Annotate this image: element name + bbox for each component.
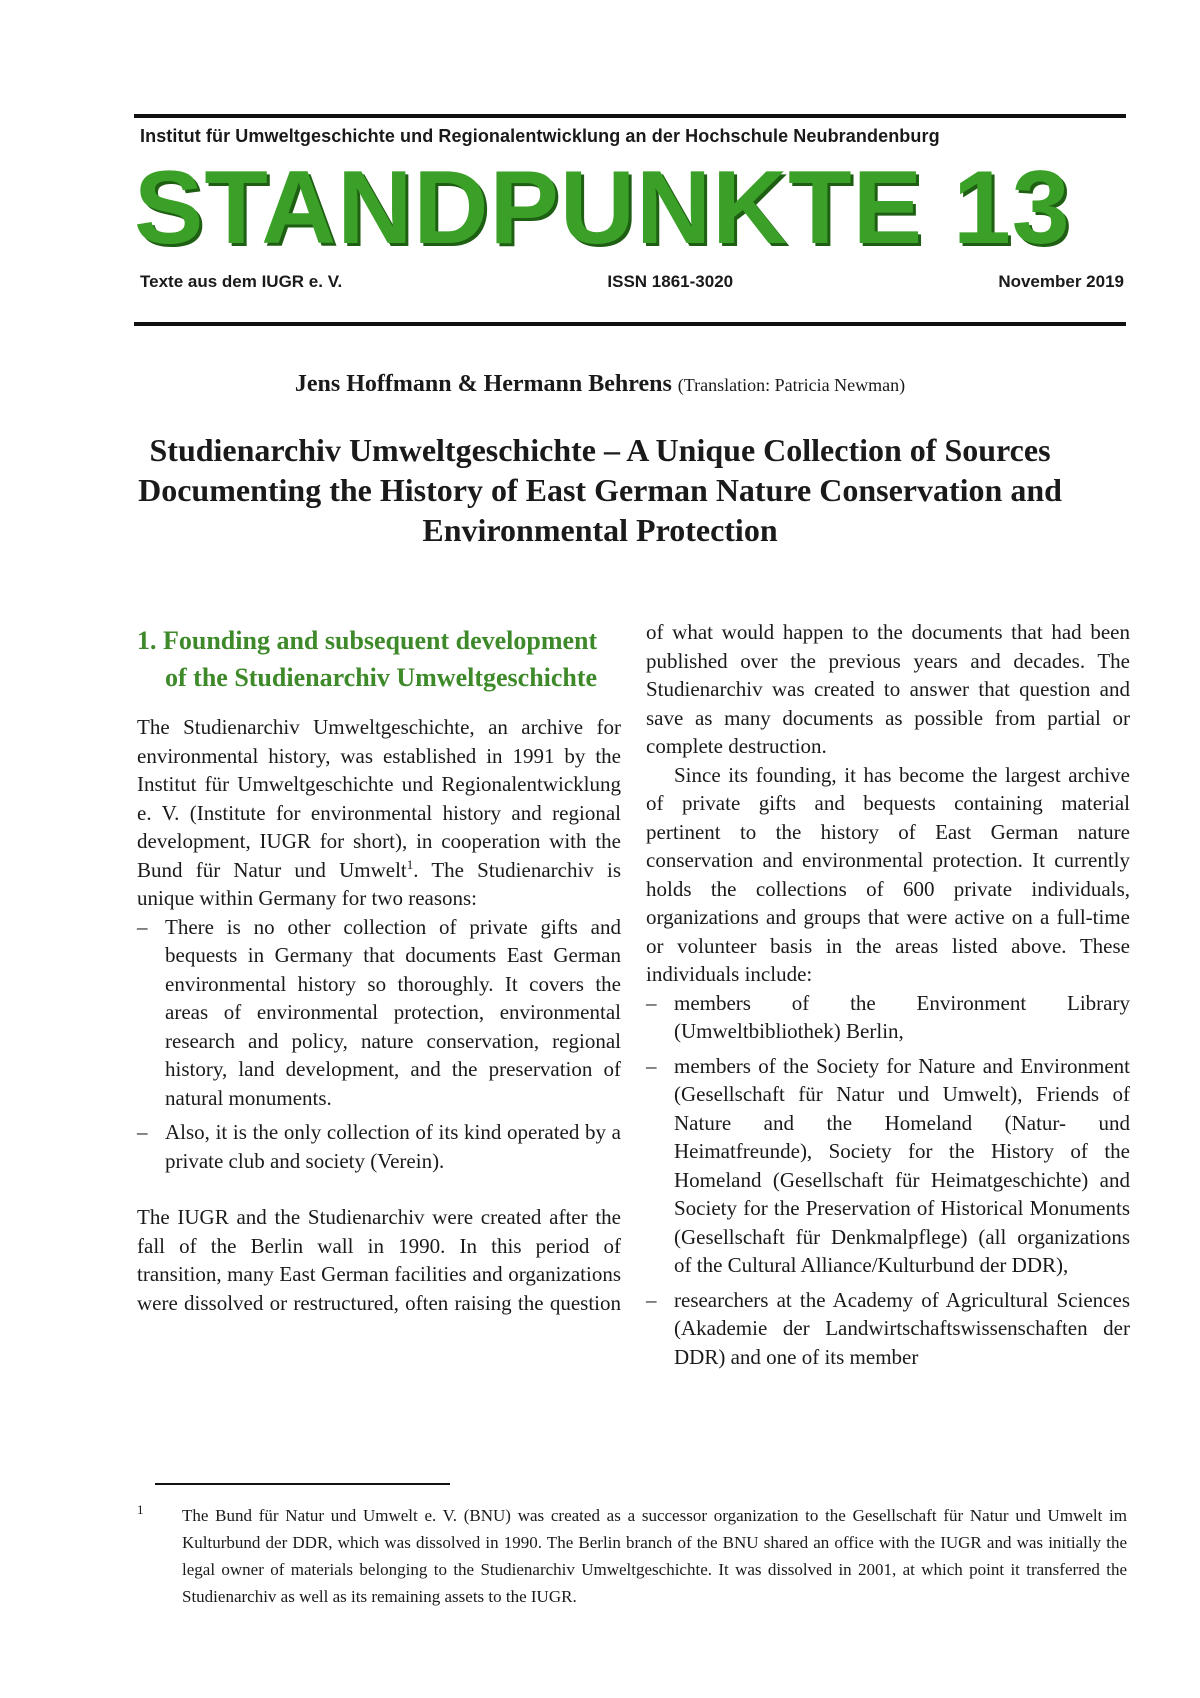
footnote-reference: 1 xyxy=(406,856,414,872)
list-item xyxy=(137,1118,621,1175)
left-column xyxy=(137,622,621,1317)
paragraph-collections: Since its founding, it has become the largest archive of private gifts and bequests containing material pertinent to the history of East German nature conservation and environmental protection. It currently holds the collections of 600 private individuals, organizations and groups that were active on a full-time or volunteer basis in the areas listed above. These individuals include: xyxy=(646,762,1130,986)
section-heading: 1. Founding and subsequent development of the Studienarchiv Umweltgeschichte xyxy=(137,626,598,692)
footnote-text: The Bund für Natur und Umwelt e. V. (BNU) was created as a successor organization to the Gesellschaft für Natur und Umwelt im Kulturbund der DDR, which was dissolved in 1990. The Berlin branch of the BNU shared an office with the IUGR and was initially the legal owner of materials belonging to the Studienarchiv Umweltgeschichte. It was dissolved in 2001, at which point it transferred the Studienarchiv as well as its remaining assets to the IUGR. xyxy=(182,1506,1127,1606)
members-list xyxy=(646,989,1130,1372)
masthead-top-rule xyxy=(134,114,1126,118)
list-item-text: researchers at the Academy of Agricultural Sciences (Akademie der Landwirtschaftswissenschaften der DDR) and one of its member xyxy=(674,1287,1130,1369)
article-title: Studienarchiv Umweltgeschichte – A Unique Collection of Sources Documenting the History of East German Nature Conservation and Environmental Protection xyxy=(138,432,1062,548)
reasons-list xyxy=(137,913,621,1176)
list-item xyxy=(646,989,1130,1046)
paragraph-intro-text-end: . The Studienarchiv is unique within Germany for two reasons: xyxy=(137,857,621,910)
footnote-rule xyxy=(155,1483,450,1485)
paragraph-history: The IUGR and the Studienarchiv were created after the fall of the Berlin wall in 1990. In this period of transition, many East German facilities and organizations were dissolved or restructured, often raising the question xyxy=(137,1205,621,1315)
right-column xyxy=(646,618,1130,1377)
dash-bullet: – xyxy=(646,1287,657,1312)
paragraph-intro-text: The Studienarchiv Umweltgeschichte, an archive for environmental history, was established in 1991 by the Institut für Umweltgeschichte und Regionalentwicklung e. V. (Institute for environmental history and regional development, IUGR for short), in cooperation with the Bund für Natur und Umwelt xyxy=(137,715,621,882)
paragraph-intro xyxy=(137,713,621,913)
issue-date: November 2019 xyxy=(998,272,1124,291)
authors: Jens Hoffmann & Hermann Behrens xyxy=(294,371,672,397)
masthead-bottom-rule xyxy=(134,322,1126,326)
list-item xyxy=(646,1286,1130,1372)
footnote-number: 1 xyxy=(137,1502,144,1517)
list-item-text: members of the Society for Nature and Environment (Gesellschaft für Natur und Umwelt), Friends of Nature and the Homeland (Natur- und Heimatfreunde), Society for the History of the Homeland (Gesellschaft für Heimatgeschichte) and Society for the Preservation of Historical Monuments (Gesellschaft für Denkmalpflege) (all organizations of the Cultural Alliance/Kulturbund der DDR), xyxy=(674,1053,1130,1277)
list-item-text: Also, it is the only collection of its kind operated by a private club and society (Verein). xyxy=(165,1120,621,1173)
masthead-meta-row xyxy=(140,272,1124,292)
dash-bullet: – xyxy=(137,914,148,939)
series-title: STANDPUNKTE 13 xyxy=(134,150,1071,266)
issn: ISSN 1861-3020 xyxy=(607,272,734,291)
list-item-text: members of the Environment Library (Umweltbibliothek) Berlin, xyxy=(674,990,1130,1043)
dash-bullet: – xyxy=(646,1053,657,1078)
list-item xyxy=(646,1052,1130,1280)
institute-name: Institut für Umweltgeschichte und Regionalentwicklung an der Hochschule Neubrandenburg xyxy=(140,126,940,146)
translator-note: (Translation: Patricia Newman) xyxy=(677,375,906,395)
list-item xyxy=(137,913,621,1113)
paragraph-history-continued: of what would happen to the documents that had been published over the previous years and decades. The Studienarchiv was created to answer that question and save as many documents as possible from partial or complete destruction. xyxy=(646,620,1130,758)
series-subtitle: Texte aus dem IUGR e. V. xyxy=(140,272,343,291)
list-item-text: There is no other collection of private gifts and bequests in Germany that documents East German environmental history so thoroughly. It covers the areas of environmental protection, environmental research and policy, nature conservation, regional history, land development, and the preservation of natural monuments. xyxy=(165,914,621,1110)
dash-bullet: – xyxy=(646,990,657,1015)
footnote xyxy=(137,1502,1127,1610)
paragraph-gap xyxy=(137,1181,621,1203)
byline xyxy=(0,371,1200,398)
dash-bullet: – xyxy=(137,1120,148,1144)
